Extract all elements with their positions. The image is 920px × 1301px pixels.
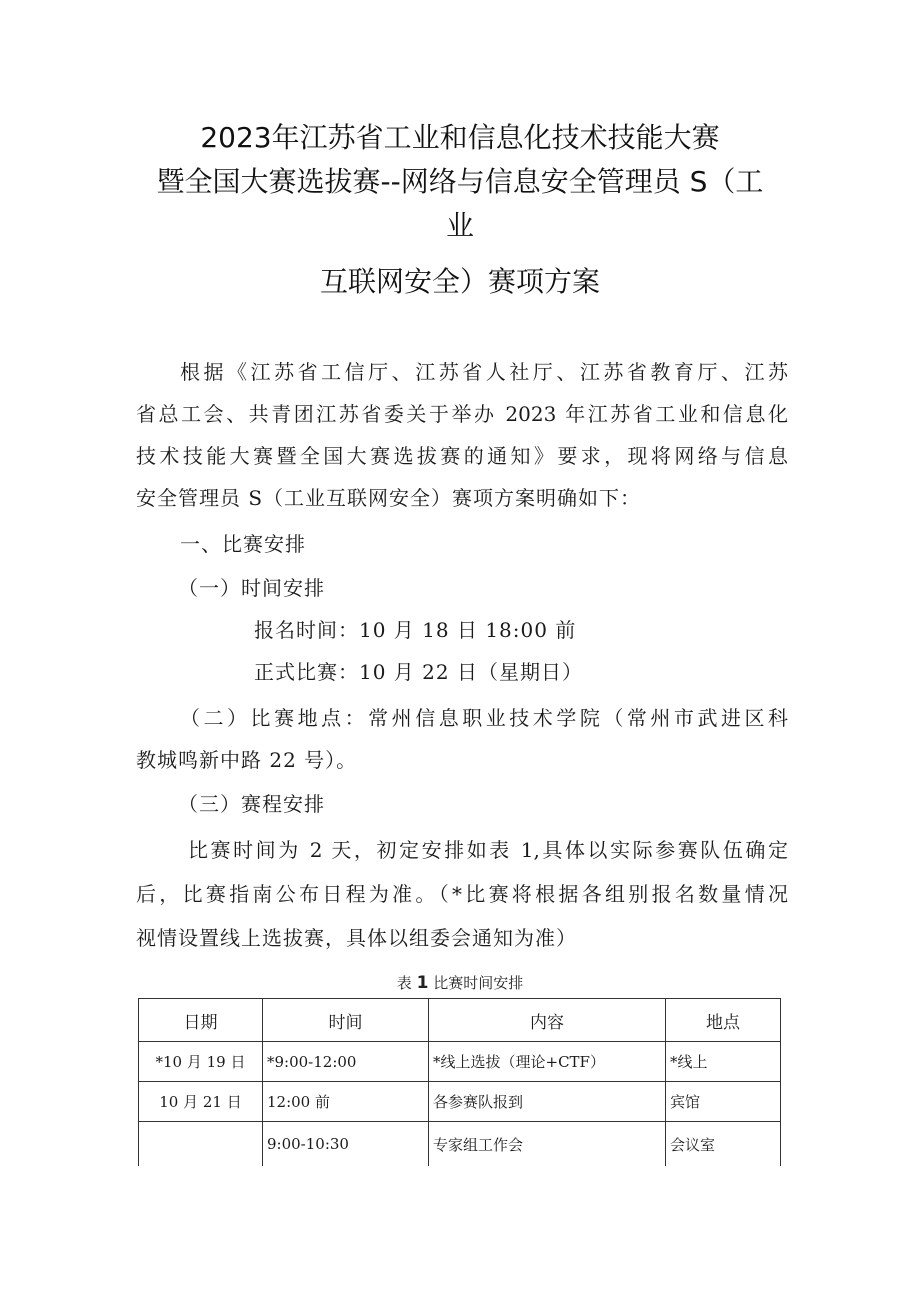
schedule-line-3: 视情设置线上选拔赛，具体以组委会通知为准） (136, 926, 577, 950)
venue-line-2: 教城鸣新中路 22 号）。 (136, 748, 358, 772)
table-row (139, 1082, 781, 1122)
cell-date: 10 月 21 日 (139, 1082, 263, 1122)
title-line-3: 互联网安全）赛项方案 (319, 265, 600, 298)
schedule-line-1: 比赛时间为 2 天，初定安排如表 1,具体以实际参赛队伍确定 (188, 838, 788, 862)
intro-line-3: 技术技能大赛暨全国大赛选拔赛的通知》要求，现将网络与信息 (136, 444, 788, 468)
title-line-2-wrap: 业 (445, 209, 474, 242)
cell-content: *线上选拔（理论+CTF） (429, 1042, 666, 1082)
competition-date: 正式比赛：10 月 22 日（星期日） (254, 660, 583, 684)
schedule-table (138, 998, 781, 1166)
intro-line-4: 安全管理员 S（工业互联网安全）赛项方案明确如下： (136, 486, 642, 510)
title-line-2: 暨全国大赛选拔赛--网络与信息安全管理员 S（工 (156, 165, 764, 198)
intro-line-2: 省总工会、共青团江苏省委关于举办 2023 年江苏省工业和信息化 (136, 402, 788, 426)
section-heading: 一、比赛安排 (180, 532, 306, 556)
caption-number: 1 (416, 973, 429, 993)
document-title (120, 116, 800, 304)
schedule-line-2: 后，比赛指南公布日程为准。（*比赛将根据各组别报名数量情况 (136, 882, 788, 906)
venue-line-1: （二）比赛地点：常州信息职业技术学院（常州市武进区科 (180, 706, 788, 730)
cell-date (139, 1122, 263, 1167)
intro-line-1: 根据《江苏省工信厅、江苏省人社厅、江苏省教育厅、江苏 (180, 360, 788, 384)
cell-time: *9:00-12:00 (263, 1042, 429, 1082)
cell-location: 宾馆 (666, 1082, 781, 1122)
table-header-row (139, 999, 781, 1042)
header-date: 日期 (139, 999, 263, 1042)
cell-content: 各参赛队报到 (429, 1082, 666, 1122)
table-row (139, 1042, 781, 1082)
cell-date: *10 月 19 日 (139, 1042, 263, 1082)
cell-time: 9:00-10:30 (263, 1122, 429, 1167)
caption-prefix: 表 (396, 974, 412, 992)
table-caption (0, 972, 920, 993)
caption-text: 比赛时间安排 (433, 974, 524, 992)
cell-location: *线上 (666, 1042, 781, 1082)
header-time: 时间 (263, 999, 429, 1042)
table-row (139, 1122, 781, 1167)
registration-time: 报名时间：10 月 18 日 18:00 前 (254, 618, 577, 642)
cell-content: 专家组工作会 (429, 1122, 666, 1167)
cell-location: 会议室 (666, 1122, 781, 1167)
title-line-1: 2023年江苏省工业和信息化技术技能大赛 (200, 121, 720, 154)
header-location: 地点 (666, 999, 781, 1042)
cell-time: 12:00 前 (263, 1082, 429, 1122)
subsection-schedule: （三）赛程安排 (178, 792, 325, 816)
header-content: 内容 (429, 999, 666, 1042)
subsection-time: （一）时间安排 (178, 576, 325, 600)
